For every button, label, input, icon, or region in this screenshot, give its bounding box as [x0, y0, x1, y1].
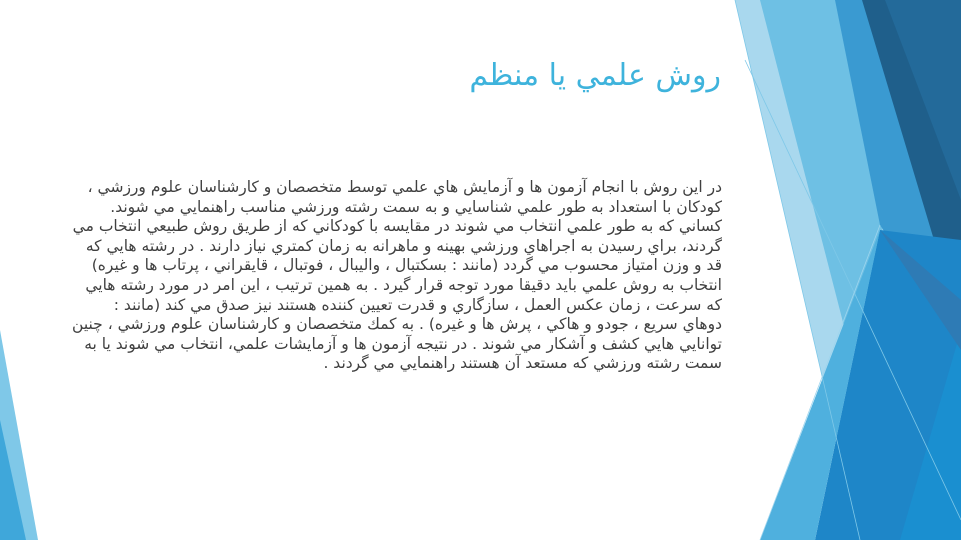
slide-body-text: در اين روش با انجام آزمون ها و آزمايش هاي علمي توسط متخصصان و كارشناسان علوم ورزشي ، كودكان با استعداد به طور علمي شناسايي و به سمت رشته ورزشي مناسب راهنمايي مي شوند. كساني كه به طور علمي انتخاب مي شوند در مقايسه با كودكاني كه از طريق روش طبيعي انتخاب مي گردند، براي رسيدن به اجراهاي ورزشي بهينه و ماهرانه به زمان كمتري نياز دارند . در رشته هايي كه قد و وزن امتياز محسوب مي گردد (مانند : بسكتبال ، واليبال ، فوتبال ، قايقراني ، پرتاب ها و غيره) انتخاب به روش علمي بايد دقيقا مورد توجه قرار گيرد . به همين ترتيب ، اين امر در مورد رشته هايي كه سرعت ، زمان عكس العمل ، سازگاري و قدرت تعيين كننده هستند نيز صدق مي كند (مانند : دوهاي سريع ، جودو و هاكي ، پرش ها و غيره) . به كمك متخصصان و كارشناسان علوم ورزشي ، چنين توانايي هايي كشف و آشكار مي شوند . در نتيجه آزمون ها و آزمايشات علمي، انتخاب مي شوند يا به سمت رشته ورزشي كه مستعد آن هستند راهنمايي مي گردند .	[72, 178, 722, 373]
slide-title: روش علمي يا منظم	[469, 58, 721, 93]
